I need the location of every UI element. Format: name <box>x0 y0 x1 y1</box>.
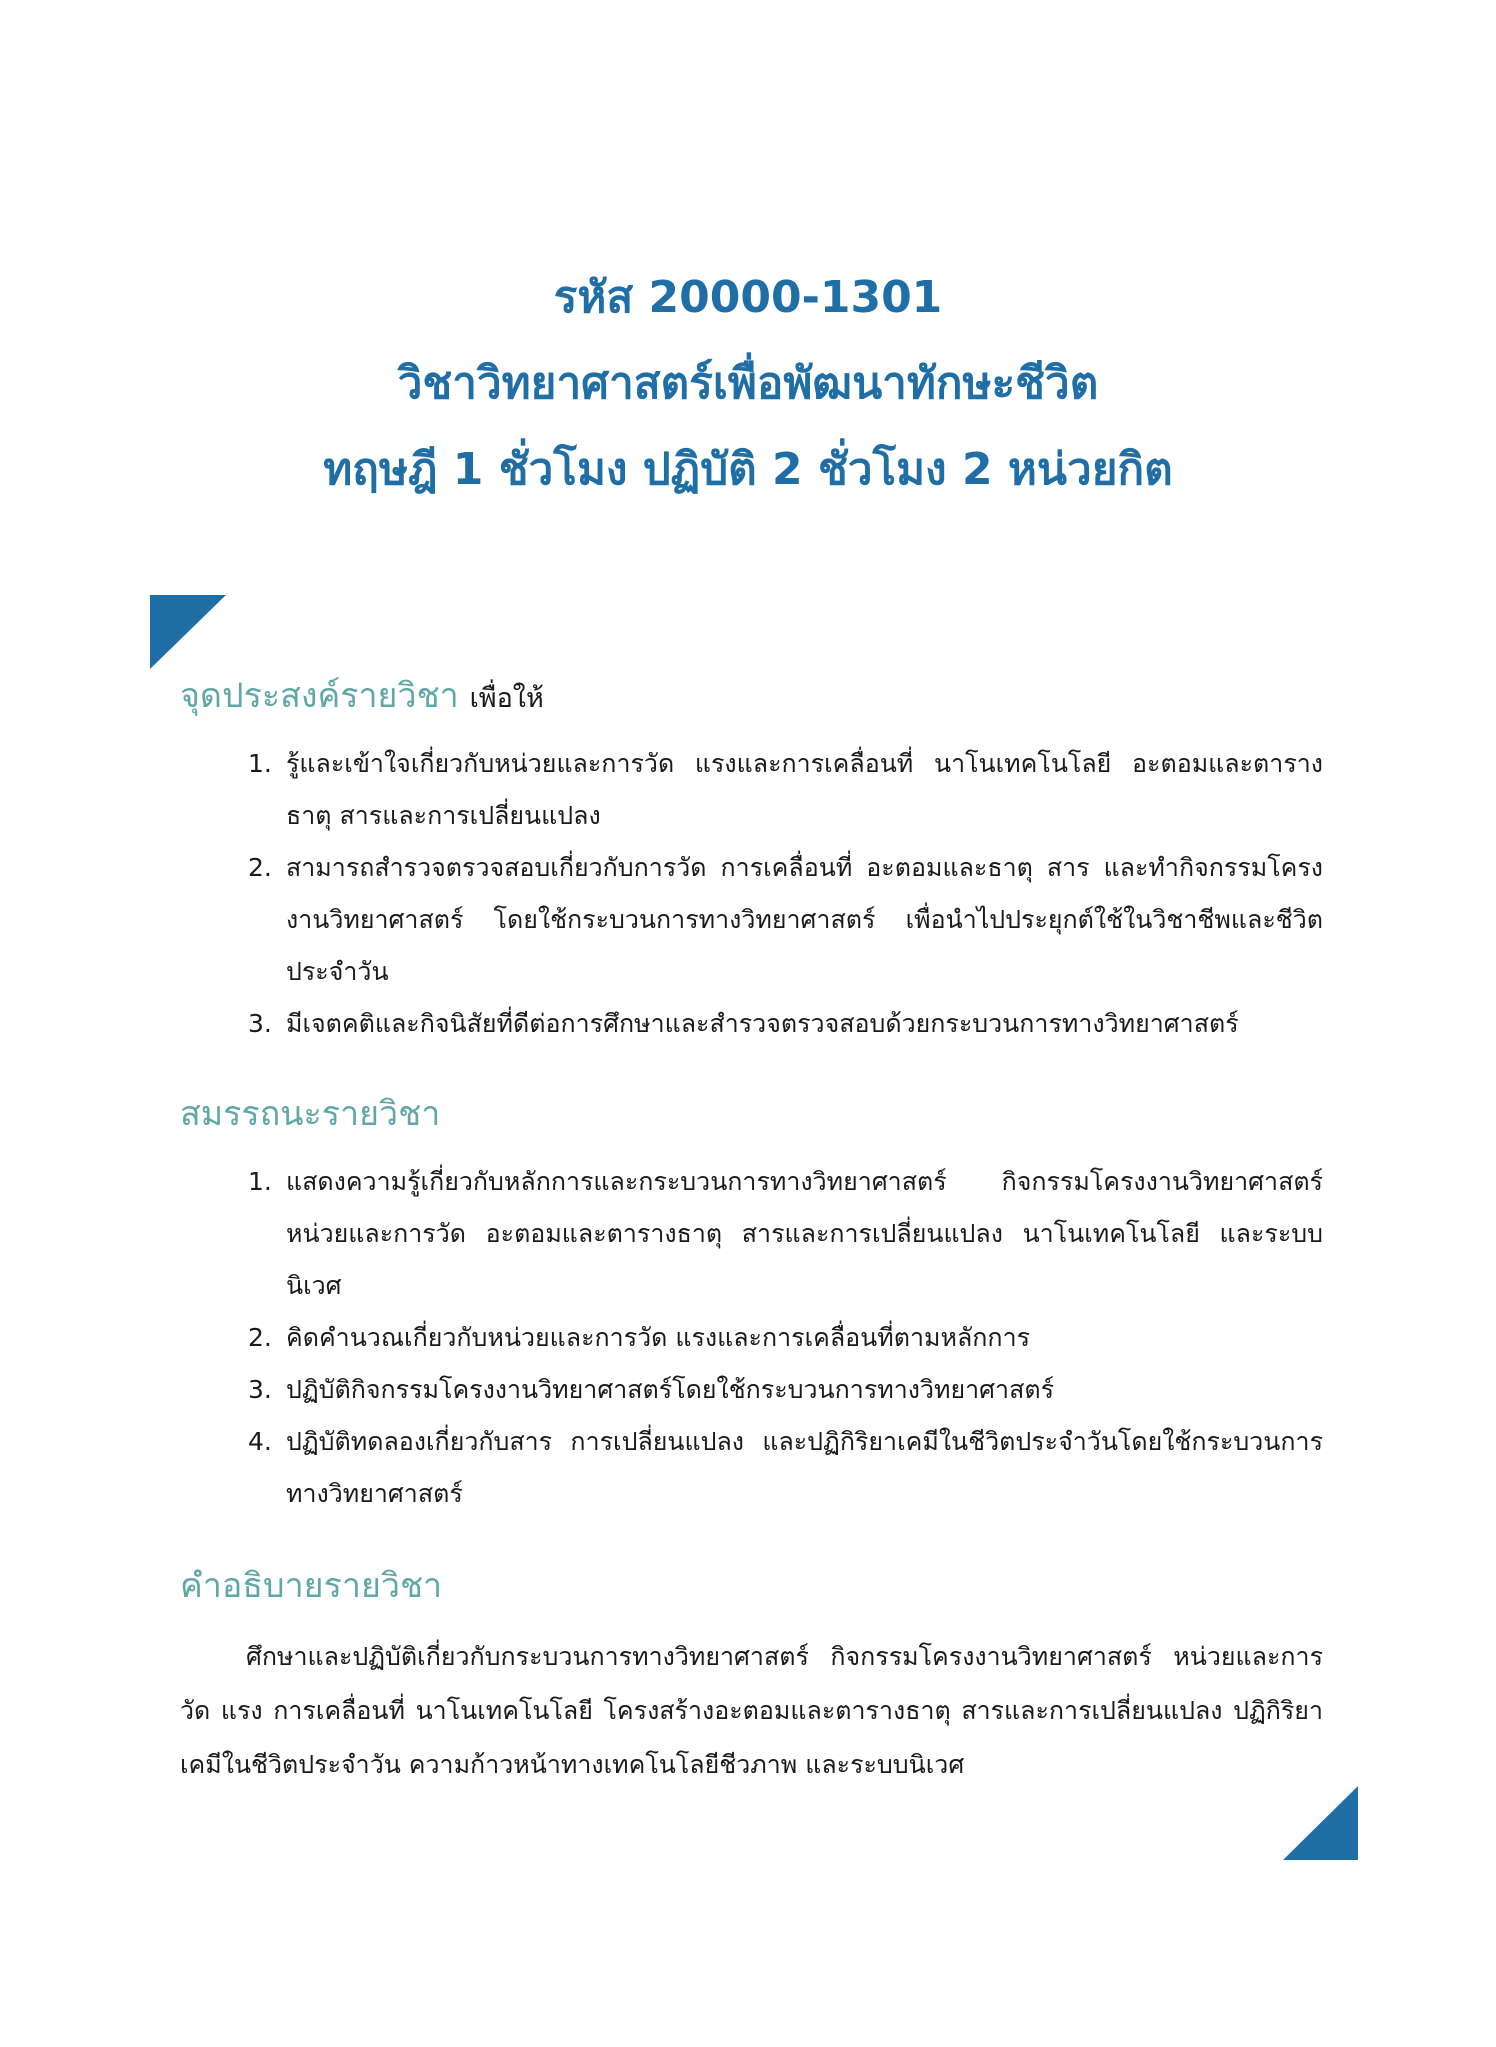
item-number: 1. <box>248 1167 272 1196</box>
description-paragraph: ศึกษาและปฏิบัติเกี่ยวกับกระบวนการทางวิทยาศาสตร์ กิจกรรมโครงงานวิทยาศาสตร์ หน่วยและการวัด แรง การเคลื่อนที่ นาโนเทคโนโลยี โครงสร้างอะตอมและตารางธาตุ สารและการเปลี่ยนแปลง ปฏิกิริยาเคมีในชีวิตประจำวัน ความก้าวหน้าทางเทคโนโลยีชีวภาพ และระบบนิเวศ <box>180 1642 1323 1779</box>
list-item <box>248 738 1323 842</box>
item-number: 2. <box>248 853 272 882</box>
item-text: สามารถสำรวจตรวจสอบเกี่ยวกับการวัด การเคลื่อนที่ อะตอมและธาตุ สาร และทำกิจกรรมโครงงานวิทยาศาสตร์ โดยใช้กระบวนการทางวิทยาศาสตร์ เพื่อนำไปประยุกต์ใช้ในวิชาชีพและชีวิตประจำวัน <box>286 853 1323 986</box>
objectives-heading <box>180 672 544 723</box>
item-number: 4. <box>248 1427 272 1456</box>
corner-triangle-shape <box>1283 1786 1358 1860</box>
competencies-heading-text: สมรรถนะรายวิชา <box>180 1094 441 1134</box>
description-heading <box>180 1562 442 1610</box>
objectives-list <box>248 738 1323 1050</box>
course-code-title: รหัส 20000-1301 <box>553 272 943 323</box>
competencies-list <box>248 1156 1323 1520</box>
item-number: 3. <box>248 1009 272 1038</box>
item-text: มีเจตคติและกิจนิสัยที่ดีต่อการศึกษาและสำรวจตรวจสอบด้วยกระบวนการทางวิทยาศาสตร์ <box>286 1009 1239 1038</box>
objectives-heading-text: จุดประสงค์รายวิชา <box>180 676 459 716</box>
description-heading-text: คำอธิบายรายวิชา <box>180 1566 443 1606</box>
item-number: 3. <box>248 1375 272 1404</box>
item-text: ปฏิบัติทดลองเกี่ยวกับสาร การเปลี่ยนแปลง และปฏิกิริยาเคมีในชีวิตประจำวันโดยใช้กระบวนการทางวิทยาศาสตร์ <box>286 1427 1323 1508</box>
course-hours-title: ทฤษฎี 1 ชั่วโมง ปฏิบัติ 2 ชั่วโมง 2 หน่วยกิต <box>323 444 1173 495</box>
list-item <box>248 1364 1323 1416</box>
item-text: แสดงความรู้เกี่ยวกับหลักการและกระบวนการทางวิทยาศาสตร์ กิจกรรมโครงงานวิทยาศาสตร์ หน่วยและการวัด อะตอมและตารางธาตุ สารและการเปลี่ยนแปลง นาโนเทคโนโลยี และระบบนิเวศ <box>286 1167 1323 1300</box>
item-number: 2. <box>248 1323 272 1352</box>
course-name-title: วิชาวิทยาศาสตร์เพื่อพัฒนาทักษะชีวิต <box>397 358 1099 409</box>
course-title-block <box>0 255 1496 513</box>
corner-triangle-shape <box>150 595 226 669</box>
competencies-heading <box>180 1090 440 1138</box>
corner-triangle-top-left-icon <box>150 595 226 669</box>
objectives-heading-suffix: เพื่อให้ <box>469 683 544 714</box>
list-item <box>248 842 1323 998</box>
corner-triangle-bottom-right-icon <box>1283 1786 1358 1860</box>
list-item <box>248 1416 1323 1520</box>
item-number: 1. <box>248 749 272 778</box>
list-item <box>248 1156 1323 1312</box>
item-text: ปฏิบัติกิจกรรมโครงงานวิทยาศาสตร์โดยใช้กระบวนการทางวิทยาศาสตร์ <box>286 1375 1055 1404</box>
list-item <box>248 1312 1323 1364</box>
list-item <box>248 998 1323 1050</box>
item-text: คิดคำนวณเกี่ยวกับหน่วยและการวัด แรงและการเคลื่อนที่ตามหลักการ <box>286 1323 1031 1352</box>
item-text: รู้และเข้าใจเกี่ยวกับหน่วยและการวัด แรงและการเคลื่อนที่ นาโนเทคโนโลยี อะตอมและตารางธาตุ สารและการเปลี่ยนแปลง <box>286 749 1323 830</box>
